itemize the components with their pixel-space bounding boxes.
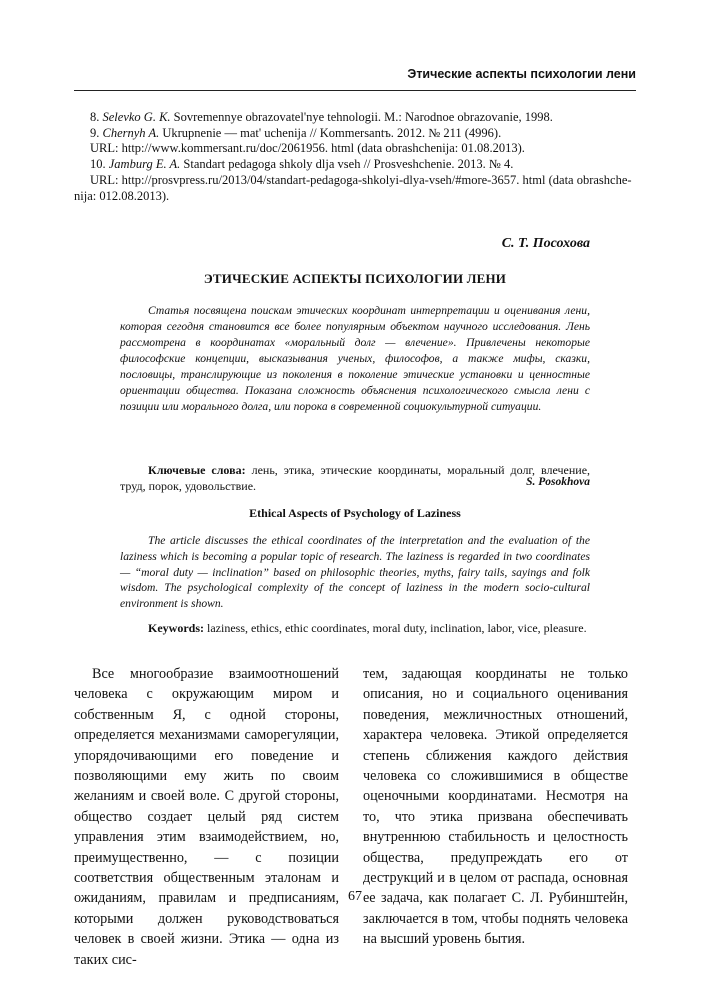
reference-number: 9. <box>90 125 100 140</box>
reference-author: Jamburg E. A. <box>108 157 181 172</box>
running-head: Этические аспекты психологии лени <box>407 67 636 81</box>
reference-author: Chernyh A. <box>102 125 160 140</box>
keywords-text-en: laziness, ethics, ethic coordinates, moral duty, inclination, labor, vice, pleasure. <box>207 621 587 635</box>
author-en: S. Posokhova <box>526 476 590 488</box>
keywords-label-ru: Ключевые слова: <box>148 463 246 477</box>
reference-10-url-continued: nija: 012.08.2013). <box>74 188 170 203</box>
reference-10 <box>74 157 636 173</box>
body-column-right: тем, задающая координаты не только описания, но и социального оценивания поведения, межличностных отношений, характера человека. Этикой определяется степень сближения каждого действия человека со сложившимися в обществе оценочными координатами. Несмотря на то, что этика призвана обеспечивать внутреннюю стабильность и целостность общества, предупреждать его от деструкций и в целом от распада, основная ее задача, как полагает С. Л. Рубинштейн, заключается в том, чтобы поднять человека на высший уровень бытия. <box>363 666 628 948</box>
reference-author: Selevko G. K. <box>102 110 171 124</box>
keywords-text-ru: лень, этика, этические координаты, моральный долг, влечение, труд, порок, удовольствие. <box>120 463 591 493</box>
author-ru: С. Т. Посохова <box>501 236 590 251</box>
reference-number: 10. <box>90 157 106 172</box>
reference-number: 8. <box>90 110 100 124</box>
keywords-label-en: Keywords: <box>148 621 204 635</box>
keywords-en <box>120 620 590 636</box>
page-number: 67 <box>348 889 362 904</box>
body-column-left: Все многообразие взаимоотношений человека с окружающим миром и собственным Я, с одной стороны, определяется механизмами саморегуляции, упорядочивающими его поведение и позволяющими ему жить по своим желаниям и своей воле. С другой стороны, общество создает целый ряд систем управления этим взаимодействием, но, преимущественно, — с позиции соответствия общественным эталонам и ожиданиям, правилам и предписаниям, которыми должен руководствоваться человек в своей жизни. Этика — одна из таких сис- <box>74 666 339 968</box>
reference-8 <box>74 110 636 126</box>
reference-9-url: URL: http://www.kommersant.ru/doc/2061956. html (data obrashchenija: 01.08.2013). <box>90 141 525 156</box>
abstract-ru: Статья посвящена поискам этических координат интерпретации и оценивания лени, которая сегодня становится все более популярным объектом научного исследования. Лень рассмотрена в координатах «моральный долг — влечение». Привлечены некоторые философские концепции, высказывания ученых, философов, а также мифы, сказки, пословицы, транслирующие из поколения в поколение этические установки и ценностные ориентации общества. Показана сложность объяснения психологического смысла лени с позиции или морального долга, или порока в современной социокультурной ситуации. <box>120 304 590 413</box>
reference-text: Standart pedagoga shkoly dlja vseh // Prosveshchenie. 2013. № 4. <box>183 157 514 172</box>
reference-text: Sovremennye obrazovatel'nye tehnologii. M.: Narodnoe obrazovanie, 1998. <box>173 110 553 124</box>
reference-text: Ukrupnenie — mat' uchenija // Kommersantъ. 2012. № 211 (4996). <box>162 125 502 140</box>
reference-list <box>74 110 636 204</box>
article-title-ru: ЭТИЧЕСКИЕ АСПЕКТЫ ПСИХОЛОГИИ ЛЕНИ <box>203 271 507 286</box>
reference-10-url: URL: http://prosvpress.ru/2013/04/standart-pedagoga-shkolyi-dlya-vseh/#more-3657. html (data obrashche- <box>90 172 632 187</box>
reference-9 <box>74 126 636 142</box>
keywords-ru <box>120 462 590 494</box>
article-title-en: Ethical Aspects of Psychology of Laziness <box>249 506 461 520</box>
header-rule <box>74 90 636 91</box>
abstract-en: The article discusses the ethical coordinates of the interpretation and the evaluation of the laziness which is becoming a popular topic of research. The laziness is regarded in two coordinates — “moral duty — inclination” based on philosophic theories, myths, fairy tails, sayings and folk wisdom. The psychological complexity of the concept of laziness in the modern socio-cultural environment is shown. <box>120 534 590 611</box>
